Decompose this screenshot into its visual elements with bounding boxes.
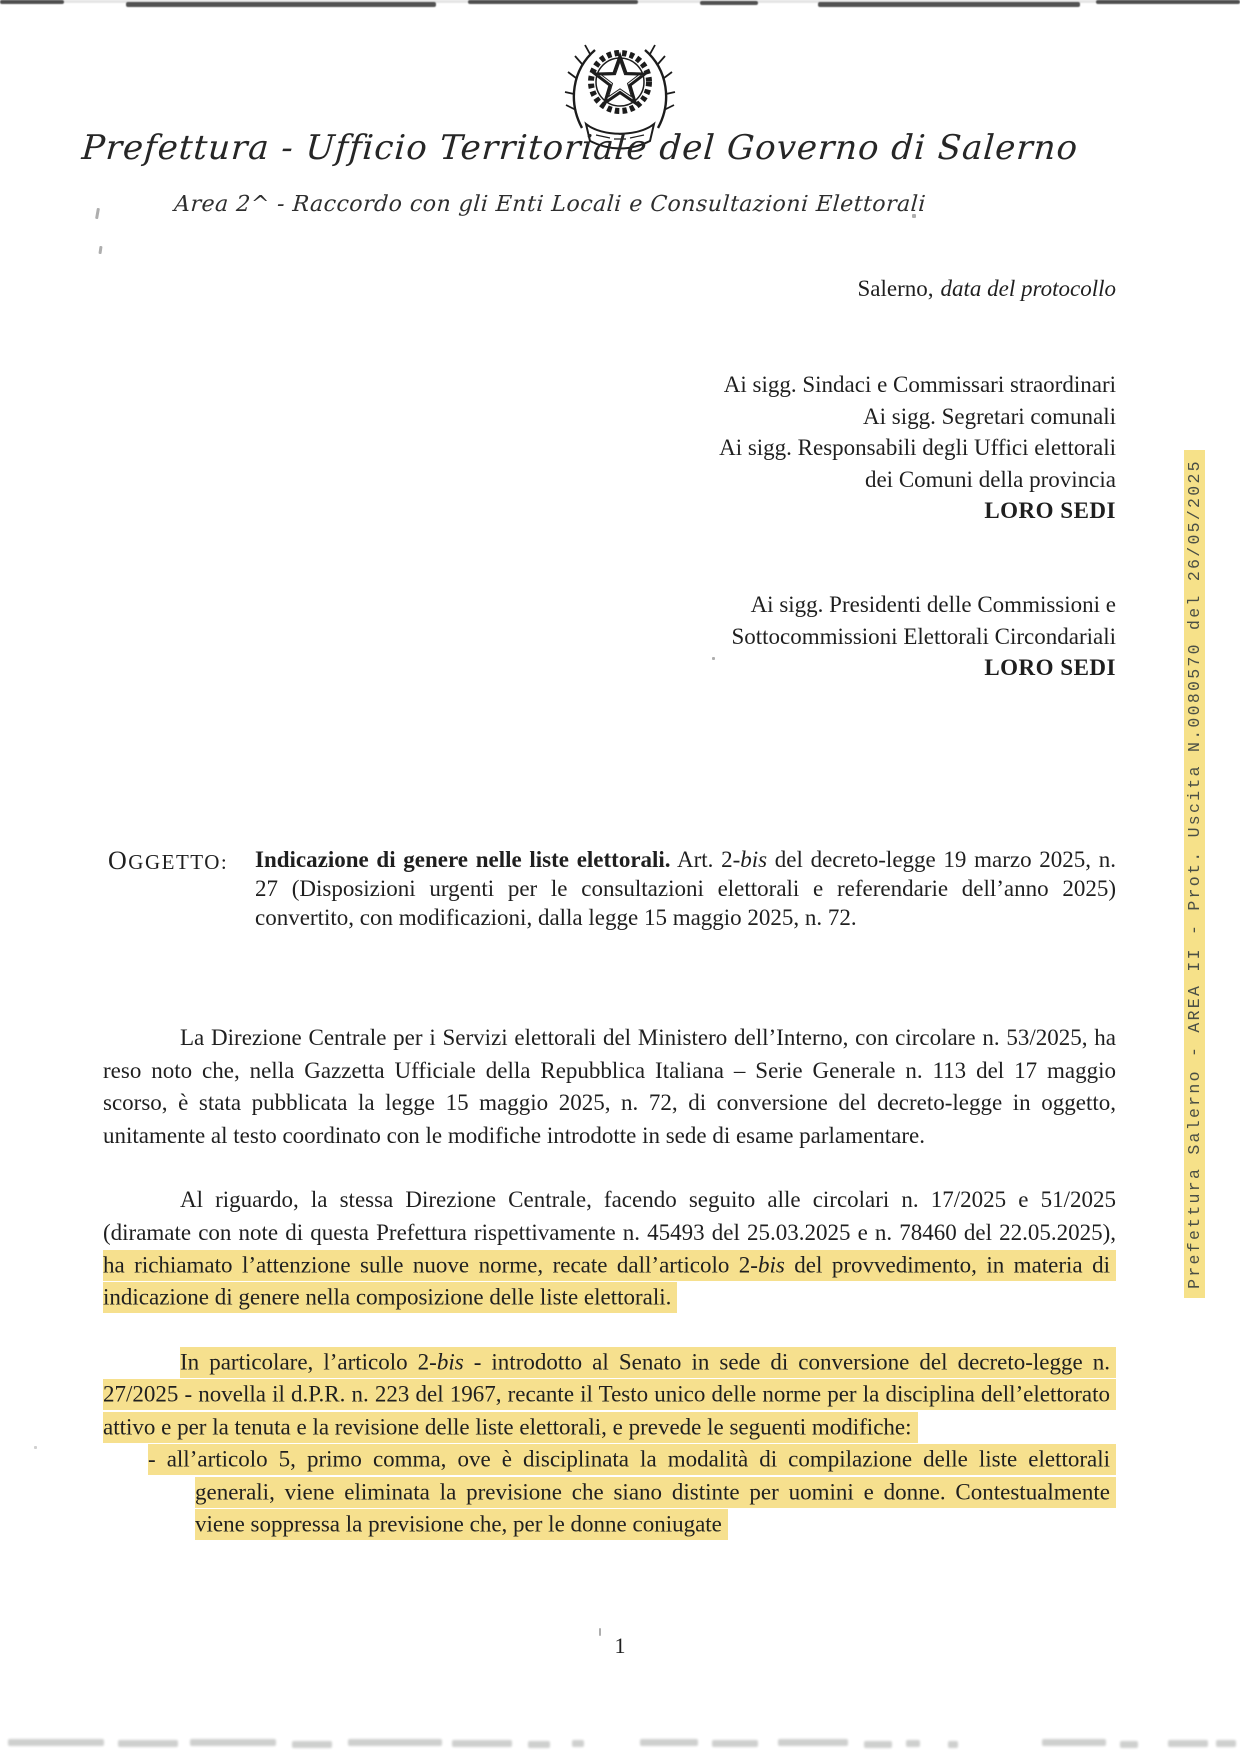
recipient-line: Ai sigg. Presidenti delle Commissioni e xyxy=(750,592,1116,617)
scan-speck xyxy=(98,246,102,254)
paragraph-2 xyxy=(103,1184,1116,1314)
scan-artifact xyxy=(348,1739,442,1746)
scan-artifact xyxy=(1042,1739,1106,1746)
highlighted-text: - all’articolo 5, primo comma, ove è disciplinata la modalità di compilazione delle liste elettorali generali, viene eliminata la previsione che siano distinte per uomini e donne. Contestualmente viene soppressa la previsione che, per le donne coniugate xyxy=(148,1444,1116,1540)
scan-artifact xyxy=(640,1739,698,1746)
recipient-line: Ai sigg. Responsabili degli Uffici elettorali xyxy=(719,435,1116,460)
recipient-line: Ai sigg. Segretari comunali xyxy=(863,403,1116,429)
scan-artifact xyxy=(292,1741,332,1748)
loro-sedi-label: LORO SEDI xyxy=(984,498,1116,523)
recipient-line: dei Comuni della provincia xyxy=(864,466,1116,492)
scan-artifact xyxy=(818,2,1080,7)
highlighted-text xyxy=(103,1347,1116,1443)
subject-bis-italic: bis xyxy=(740,847,768,872)
scan-speck xyxy=(34,1446,37,1449)
recipients-block-2 xyxy=(516,589,1116,684)
recipient-line: Ai sigg. Sindaci e Commissari straordinari xyxy=(723,372,1116,397)
bis-italic: bis xyxy=(757,1252,785,1277)
subject-segment: del decreto-legge 19 marzo 2025, n. 27 (Disposizioni urgenti per le consultazioni elettorali e referendarie dell’anno 2025) convertito, con modificazioni, dalla legge 15 maggio 2025, n. 72. xyxy=(255,847,1116,930)
letterhead-organization: Prefettura - Ufficio Territoriale del Governo di Salerno xyxy=(80,128,1080,168)
subject-segment: Art. 2- xyxy=(670,847,741,872)
dateline-protocol-note: data del protocollo xyxy=(940,276,1116,301)
paragraph-1: La Direzione Centrale per i Servizi elettorali del Ministero dell’Interno, con circolare n. 53/2025, ha reso noto che, nella Gazzetta Ufficiale della Repubblica Italiana – Serie Generale n. 113 del 17 maggio scorso, è stata pubblicata la legge 15 maggio 2025, n. 72, di conversione del decreto-legge in oggetto, unitamente al testo coordinato con le modifiche introdotte in sede di esame parlamentare. xyxy=(103,1025,1116,1148)
scan-artifact xyxy=(452,1740,512,1747)
bis-italic: bis xyxy=(436,1349,464,1374)
scan-artifact xyxy=(906,1740,920,1747)
scan-artifact xyxy=(8,1739,104,1746)
scan-artifact xyxy=(468,0,638,4)
scan-artifact xyxy=(778,1739,848,1746)
scan-artifact xyxy=(528,1741,550,1748)
highlight-segment: ha richiamato l’attenzione sulle nuove norme, recate dall’articolo 2- xyxy=(103,1252,758,1277)
paragraph-3 xyxy=(103,1346,1116,1444)
dateline xyxy=(616,276,1116,302)
scan-artifact xyxy=(190,1739,276,1746)
scan-artifact xyxy=(1216,1740,1236,1747)
scan-artifact xyxy=(1120,1741,1138,1748)
scan-artifact xyxy=(126,2,436,7)
scan-artifact xyxy=(712,1740,758,1747)
scan-artifact xyxy=(1096,0,1240,4)
bullet-item-articolo-5 xyxy=(103,1444,1116,1542)
subject-label: OGGETTO: xyxy=(108,846,229,875)
subject-bold-title: Indicazione di genere nelle liste elettorali. xyxy=(255,847,671,872)
highlight-segment: In particolare, l’articolo 2- xyxy=(180,1349,437,1374)
subject-text xyxy=(255,845,1116,932)
loro-sedi-label: LORO SEDI xyxy=(984,655,1116,680)
letter-body xyxy=(103,1022,1116,1541)
scan-artifact xyxy=(948,1741,958,1748)
dateline-city: Salerno, xyxy=(857,276,934,301)
scan-artifact xyxy=(572,1740,584,1747)
scan-artifact xyxy=(864,1741,892,1748)
letterhead-area: Area 2^ - Raccordo con gli Enti Locali e Consultazioni Elettorali xyxy=(173,192,927,217)
scan-artifact xyxy=(0,0,64,4)
scan-artifact xyxy=(118,1740,178,1747)
recipients-block-1 xyxy=(516,369,1116,527)
highlight-segment: del provvedimento, in materia di indicazione di genere nella composizione delle liste elettorali. xyxy=(103,1252,1110,1310)
scan-artifact xyxy=(700,1,758,5)
paragraph-2-plain: Al riguardo, la stessa Direzione Centrale, facendo seguito alle circolari n. 17/2025 e 51/2025 (diramate con note di questa Prefettura rispettivamente n. 45493 del 25.03.2025 e n. 78460 del 22.05.2025), xyxy=(103,1187,1116,1245)
protocol-registration-stamp: Prefettura Salerno - AREA II - Prot. Uscita N.0080570 del 26/05/2025 xyxy=(1184,450,1205,1298)
scan-artifact xyxy=(1168,1740,1208,1747)
highlight-segment: - introdotto al Senato in sede di conversione del decreto-legge n. 27/2025 - novella il d.P.R. n. 223 del 1967, recante il Testo unico delle norme per la disciplina dell’elettorato attivo e per la tenuta e la revisione delle liste elettorali, e prevede le seguenti modifiche: xyxy=(103,1349,1111,1439)
page-number: 1 xyxy=(614,1633,626,1658)
highlighted-text xyxy=(103,1250,1116,1314)
recipient-line: Sottocommissioni Elettorali Circondariali xyxy=(731,623,1116,649)
